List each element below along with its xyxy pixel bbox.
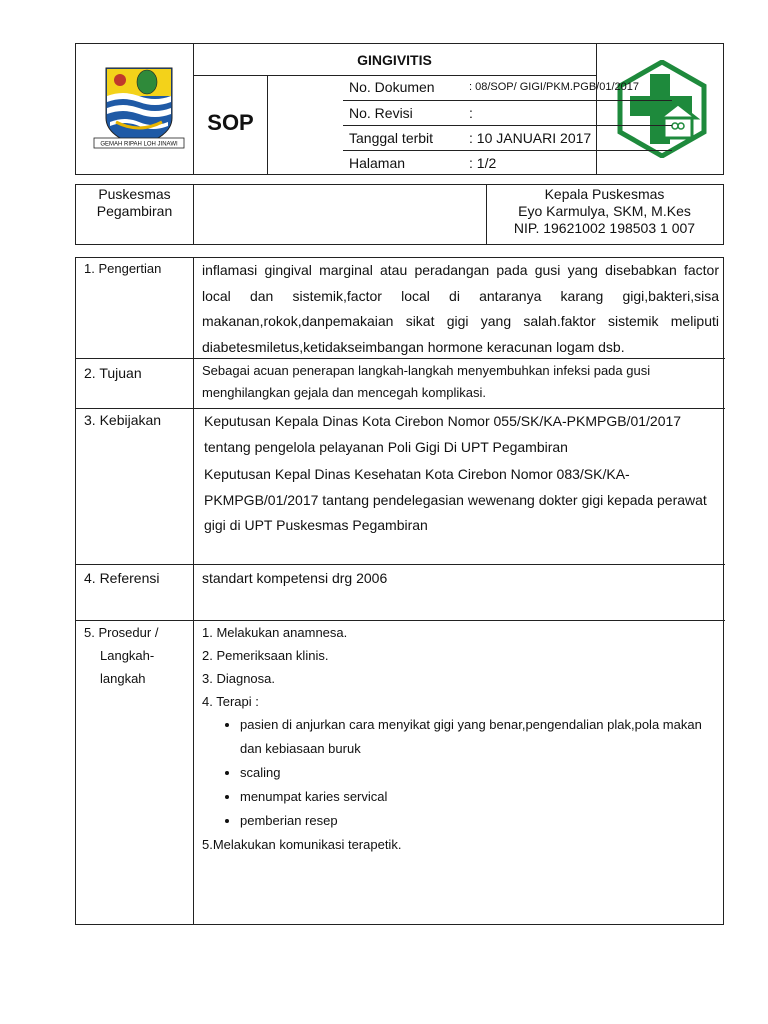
meta-row-no-dokumen: No. Dokumen : 08/SOP/ GIGI/PKM.PGB/01/2017 <box>349 79 639 95</box>
procedure-step: 4. Terapi : <box>202 694 259 709</box>
section-pengertian <box>76 258 725 358</box>
section-label: 4. Referensi <box>84 570 160 586</box>
policy-paragraph-2: Keputusan Kepal Dinas Kesehatan Kota Cirebon Nomor 083/SK/KA-PKMPGB/01/2017 tantang pendelegasian wewenang dokter gigi kepada perawat gigi di UPT Puskesmas Pegambiran <box>204 466 707 533</box>
procedure-step: 1. Melakukan anamnesa. <box>202 625 348 640</box>
section-text: standart kompetensi drg 2006 <box>202 570 388 586</box>
section-label: 3. Kebijakan <box>84 412 162 428</box>
signature-block <box>75 184 724 245</box>
therapy-item: • menumpat karies servical <box>240 785 719 809</box>
section-label: 5. Prosedur / Langkah- langkah <box>84 625 159 686</box>
section-text: Sebagai acuan penerapan langkah-langkah menyembuhkan infeksi pada gusi menghilangkan gejala dan mencegah komplikasi. <box>202 363 651 400</box>
meta-row-halaman: Halaman : 1/2 <box>343 150 672 176</box>
head-signature: Kepala Puskesmas Eyo Karmulya, SKM, M.Kes NIP. 19621002 198503 1 007 <box>513 186 696 236</box>
procedure-step: 5.Melakukan komunikasi terapetik. <box>202 837 402 852</box>
section-referensi <box>76 564 725 621</box>
sop-content-table <box>75 257 724 925</box>
therapy-item: • pasien di anjurkan cara menyikat gigi yang benar,pengendalian plak,pola makan dan kebiasaan buruk <box>240 713 719 761</box>
organization-name: Puskesmas Pegambiran <box>96 186 173 219</box>
city-emblem-logo <box>90 62 188 154</box>
section-label: 2. Tujuan <box>84 365 142 381</box>
document-title: GINGIVITIS <box>357 52 432 68</box>
section-prosedur <box>76 620 725 925</box>
therapy-item: • scaling <box>240 761 719 785</box>
logo-motto: GEMAH RIPAH LOH JINAWI <box>100 141 178 148</box>
policy-paragraph-1: Keputusan Kepala Dinas Kota Cirebon Nomor 055/SK/KA-PKMPGB/01/2017 tentang pengelola pelayanan Poli Gigi Di UPT Pegambiran <box>204 413 682 455</box>
procedure-steps <box>202 621 719 856</box>
section-text: inflamasi gingival marginal atau peradangan pada gusi yang disebabkan factor local dan sistemik,factor local di antaranya karang gigi,bakteri,sisa makanan,rokok,danpemakaian sikat gigi yang salah.faktor sistemik meliputi diabetesmiletus,ketidakseimbangan hormone keracunan logam dsb. <box>202 262 719 355</box>
therapy-list <box>202 713 719 833</box>
therapy-item: • pemberian resep <box>240 809 719 833</box>
section-tujuan <box>76 358 725 409</box>
section-kebijakan <box>76 408 725 565</box>
document-header <box>75 43 724 175</box>
sop-label: SOP <box>207 110 254 135</box>
procedure-step: 2. Pemeriksaan klinis. <box>202 648 329 663</box>
procedure-step: 3. Diagnosa. <box>202 671 275 686</box>
meta-row-no-revisi: No. Revisi : <box>343 100 672 126</box>
section-label: 1. Pengertian <box>84 261 162 276</box>
meta-row-tanggal-terbit: Tanggal terbit : 10 JANUARI 2017 <box>343 125 672 151</box>
section-text <box>204 409 719 539</box>
